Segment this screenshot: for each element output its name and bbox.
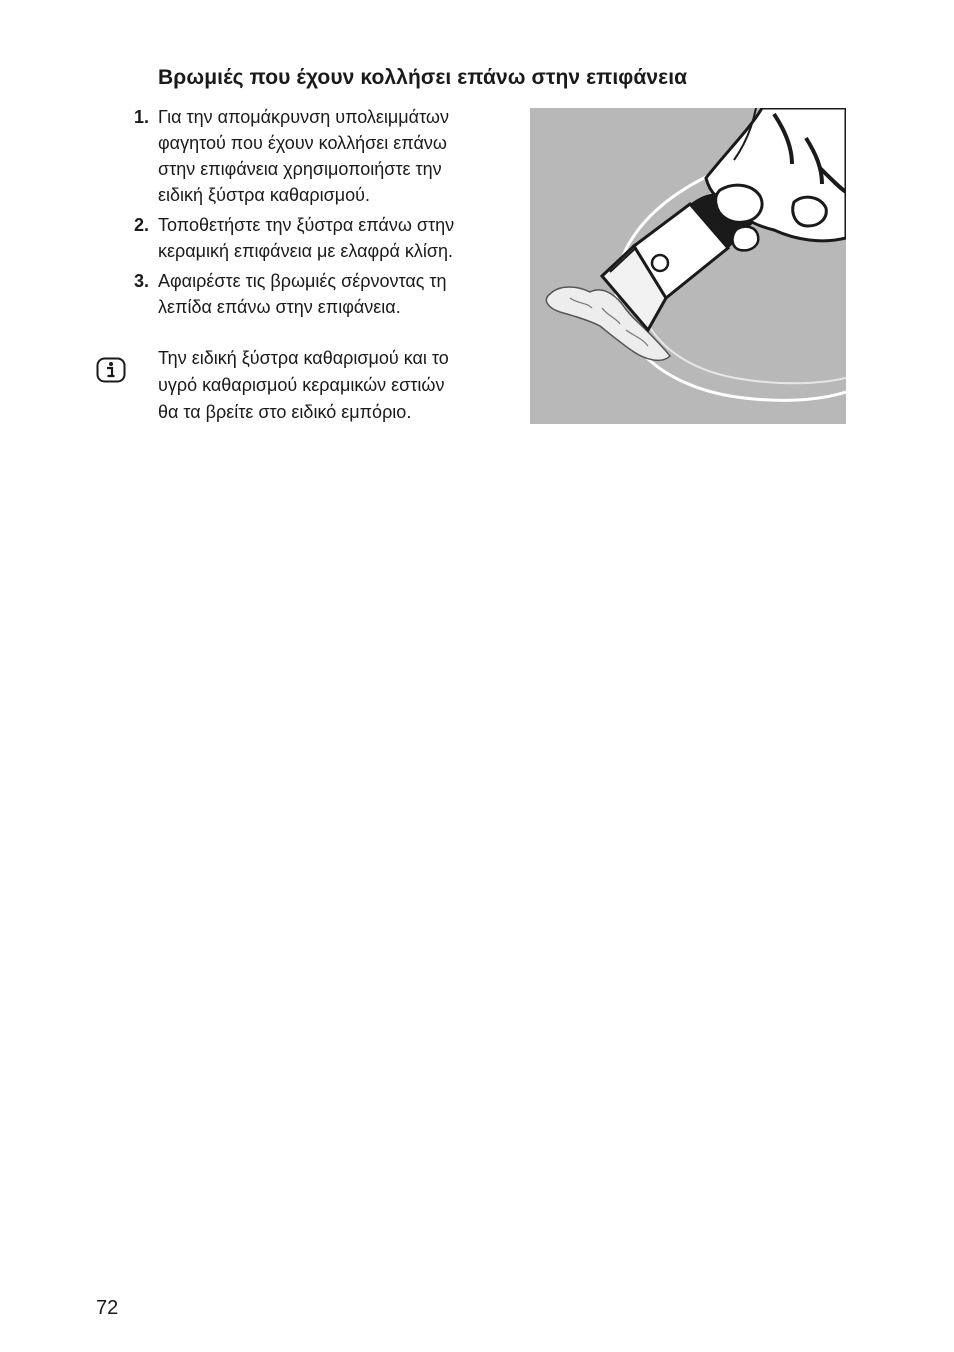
- step-text: Τοποθετήστε την ξύστρα επάνω στην κεραμική επιφάνεια με ελαφρά κλίση.: [158, 215, 455, 261]
- info-note-text: Την ειδική ξύστρα καθαρισμού και το υγρό καθαρισμού κεραμικών εστιών θα τα βρείτε στο ειδικό εμπόριο.: [158, 348, 449, 422]
- steps-list: [130, 104, 520, 324]
- step-number: 3.: [134, 271, 150, 291]
- step-item: [130, 104, 520, 208]
- section-heading: Βρωμιές που έχουν κολλήσει επάνω στην επιφάνεια: [158, 66, 688, 89]
- info-icon: [96, 357, 126, 383]
- hand-scraper-illustration: [530, 108, 846, 424]
- step-item: [130, 268, 520, 320]
- step-text: Αφαιρέστε τις βρωμιές σέρνοντας τη λεπίδα επάνω στην επιφάνεια.: [158, 271, 447, 317]
- step-number: 1.: [134, 107, 150, 127]
- step-text: Για την απομάκρυνση υπολειμμάτων φαγητού που έχουν κολλήσει επάνω στην επιφάνεια χρησιμοποιήστε την ειδική ξύστρα καθαρισμού.: [158, 107, 449, 205]
- step-number: 2.: [134, 215, 150, 235]
- step-item: [130, 212, 520, 264]
- page-number: 72: [96, 1297, 119, 1319]
